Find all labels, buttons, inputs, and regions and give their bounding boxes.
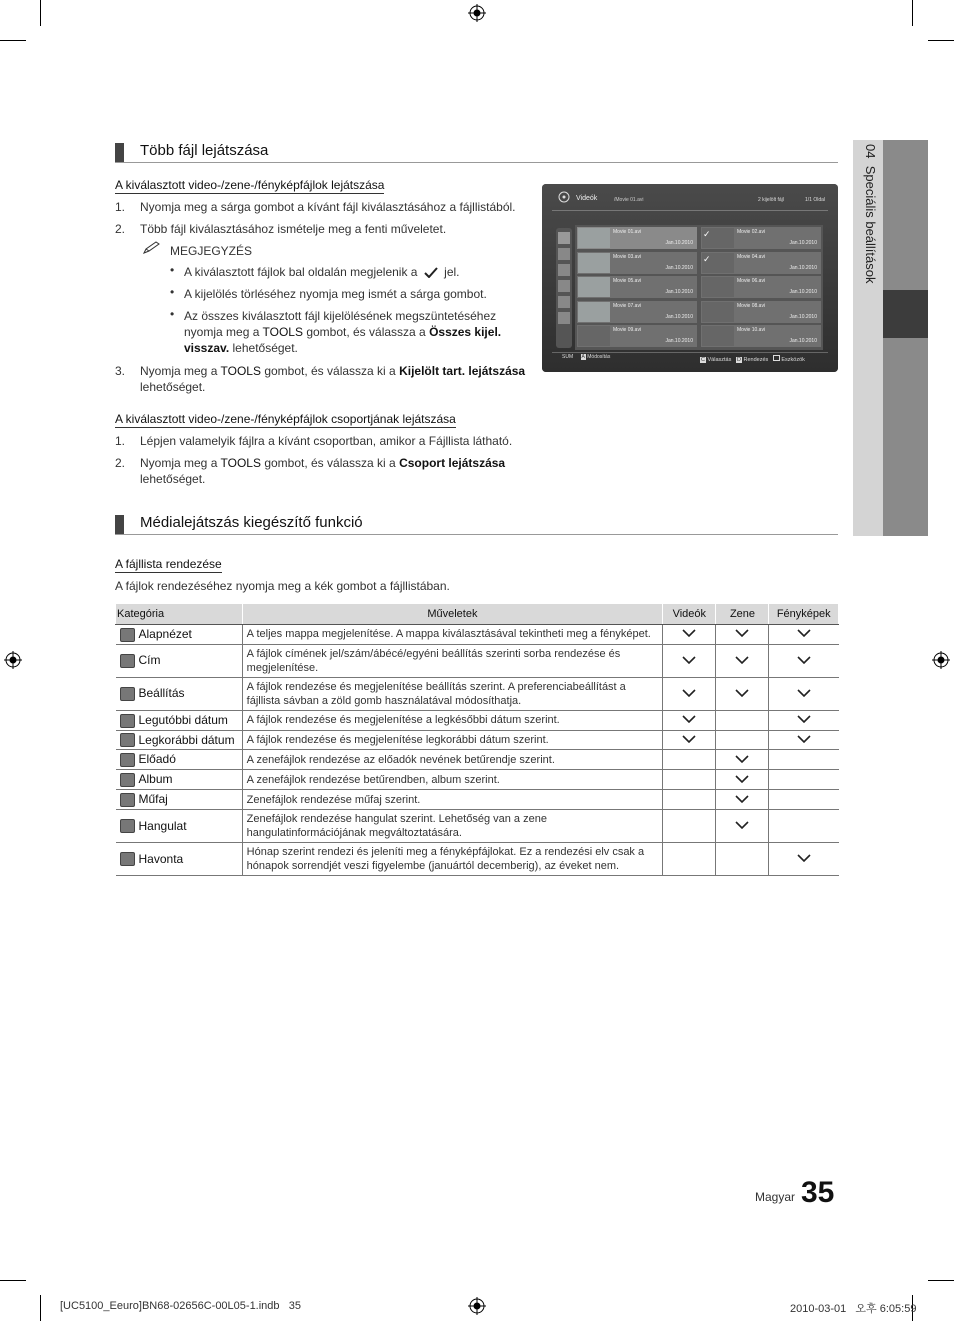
support-cell <box>663 710 716 730</box>
print-file-info: [UC5100_Eeuro]BN68-02656C-00L05-1.indb 35 <box>60 1300 301 1312</box>
section-title: Több fájl lejátszása <box>140 142 269 159</box>
category-cell: Beállítás <box>116 677 243 710</box>
check-icon <box>797 854 811 862</box>
tv-screen-illustration <box>542 184 838 372</box>
support-cell <box>663 625 716 645</box>
tv-file-name: Movie 01.avi <box>613 229 642 235</box>
category-icon <box>120 852 135 866</box>
table-row <box>116 730 839 750</box>
check-icon <box>797 656 811 664</box>
registration-mark-icon <box>468 1297 486 1315</box>
check-icon <box>682 715 696 723</box>
support-cell <box>663 730 716 750</box>
tv-file-grid <box>575 225 823 350</box>
tv-file-item <box>577 252 697 274</box>
category-icon <box>120 687 135 701</box>
tv-file-name: Movie 10.avi <box>737 327 766 333</box>
tv-title: Videók <box>576 195 598 202</box>
tv-file-date: Jan.10.2010 <box>789 264 817 271</box>
step-text: Nyomja meg a sárga gombot a kívánt fájl kiválasztásához a fájllistából. <box>140 200 516 214</box>
category-icon <box>120 733 135 747</box>
page-number: 35 <box>801 1176 835 1209</box>
table-row <box>116 644 839 677</box>
support-cell <box>716 790 769 810</box>
category-icon <box>120 753 135 767</box>
step-text: Nyomja meg a TOOLS gombot, és válassza ki a Kijelölt tart. lejátszása lehetőséget. <box>140 364 526 394</box>
table-header: Zene <box>716 604 769 625</box>
step-number: 3. <box>115 364 126 378</box>
support-cell <box>716 809 769 842</box>
tv-file-item <box>701 276 821 298</box>
category-icon <box>120 628 135 642</box>
tv-file-name: Movie 09.avi <box>613 327 642 333</box>
description-cell: Hónap szerint rendezi és jeleníti meg a fényképfájlokat. Ez a rendezési elv csak a hónapok sorrendjét veszi figyelembe (januártól decemberig), az éveket nem. <box>242 842 662 875</box>
tv-footer-right: C Választás D Rendezés Eszközök <box>701 357 805 363</box>
tv-file-date: Jan.10.2010 <box>789 289 817 295</box>
chapter-title: Speciális beállítások <box>863 165 878 284</box>
table-row <box>116 677 839 710</box>
tv-file-item <box>701 301 821 323</box>
support-cell <box>663 644 716 677</box>
category-cell: Műfaj <box>116 790 243 810</box>
tv-file-item <box>701 325 821 347</box>
crop-mark <box>40 1295 41 1321</box>
tv-file-name: Movie 03.avi <box>613 253 642 260</box>
table-row <box>116 770 839 790</box>
description-cell: A fájlok címének jel/szám/ábécé/egyéni beállítás szerinti sorba rendezése és megjelenítése. <box>242 644 662 677</box>
support-cell <box>769 730 839 750</box>
crop-mark <box>0 40 26 41</box>
tv-file-date: Jan.10.2010 <box>665 313 693 320</box>
support-cell <box>716 677 769 710</box>
description-cell: A teljes mappa megjelenítése. A mappa kiválasztásával tekintheti meg a fényképet. <box>242 625 662 645</box>
category-icon <box>120 819 135 833</box>
tv-file-item <box>577 276 697 298</box>
category-cell: Alapnézet <box>116 625 243 645</box>
support-cell <box>663 790 716 810</box>
table-header: Fényképek <box>769 604 839 625</box>
tv-file-date: Jan.10.2010 <box>665 264 693 271</box>
support-cell <box>716 770 769 790</box>
category-cell: Cím <box>116 644 243 677</box>
tv-file-date: Jan.10.2010 <box>665 240 693 246</box>
support-cell <box>769 770 839 790</box>
category-cell: Előadó <box>116 750 243 770</box>
check-icon <box>682 689 696 697</box>
check-icon <box>797 735 811 743</box>
support-cell <box>769 625 839 645</box>
print-date: 2010-03-01 오후 6:05:59 <box>790 1303 917 1315</box>
category-cell: Album <box>116 770 243 790</box>
description-cell: Zenefájlok rendezése műfaj szerint. <box>242 790 662 810</box>
registration-mark-icon <box>4 651 22 669</box>
subheading: A fájllista rendezése <box>115 557 222 571</box>
tv-file-name: Movie 02.avi <box>737 229 766 235</box>
table-row <box>116 625 839 645</box>
crop-mark <box>928 40 954 41</box>
check-icon <box>735 656 749 664</box>
category-icon <box>120 793 135 807</box>
tv-file-item <box>577 325 697 347</box>
category-cell: Legutóbbi dátum <box>116 710 243 730</box>
support-cell <box>663 750 716 770</box>
description-cell: A fájlok rendezése és megjelenítése legkorábbi dátum szerint. <box>242 730 662 750</box>
table-header: Műveletek <box>242 604 662 625</box>
tv-file-name: Movie 08.avi <box>737 302 766 309</box>
videos-icon <box>558 191 570 203</box>
category-cell: Hangulat <box>116 809 243 842</box>
sort-table <box>115 603 839 876</box>
section-heading <box>115 142 838 163</box>
description-cell: Zenefájlok rendezése hangulat szerint. Lehetőség van a zene hangulatinformációjának megváltoztatására. <box>242 809 662 842</box>
table-header: Videók <box>663 604 716 625</box>
step-number: 2. <box>115 456 126 470</box>
step-text: Nyomja meg a TOOLS gombot, és válassza ki a Csoport lejátszása lehetőséget. <box>140 456 506 486</box>
check-icon <box>735 775 749 783</box>
check-icon <box>735 755 749 763</box>
support-cell <box>769 750 839 770</box>
support-cell <box>769 677 839 710</box>
tv-file-item <box>701 252 821 274</box>
check-icon <box>735 689 749 697</box>
intro-text: A fájlok rendezéséhez nyomja meg a kék gombot a fájllistában. <box>115 579 450 593</box>
tv-check-icon: ✓ <box>703 229 711 239</box>
table-row <box>116 809 839 842</box>
tv-file-name: Movie 05.avi <box>613 278 642 284</box>
check-icon <box>682 629 696 637</box>
check-icon <box>682 735 696 743</box>
support-cell <box>663 677 716 710</box>
tv-file-date: Jan.10.2010 <box>789 240 817 246</box>
support-cell <box>769 790 839 810</box>
bullet-icon: • <box>170 263 175 277</box>
chapter-sidebar <box>853 140 928 536</box>
support-cell <box>663 842 716 875</box>
support-cell <box>663 809 716 842</box>
tv-footer: SUM A Módosítás <box>562 354 611 360</box>
table-row <box>116 790 839 810</box>
step-number: 2. <box>115 222 126 236</box>
step-text: Több fájl kiválasztásához ismételje meg a fenti műveletet. <box>140 222 447 236</box>
tv-file-name: Movie 07.avi <box>613 302 642 309</box>
tv-check-icon: ✓ <box>703 253 711 264</box>
crop-mark <box>912 0 913 26</box>
table-row <box>116 842 839 875</box>
category-cell: Havonta <box>116 842 243 875</box>
registration-mark-icon <box>932 651 950 669</box>
tv-selected-count: 2 kijelölt fájl <box>758 197 784 203</box>
tv-file-date: Jan.10.2010 <box>789 338 817 344</box>
tv-file-item <box>701 227 821 249</box>
check-icon <box>735 821 749 829</box>
description-cell: A fájlok rendezése és megjelenítése a legkésőbbi dátum szerint. <box>242 710 662 730</box>
tv-file-item <box>577 301 697 323</box>
language-label: Magyar <box>755 1190 796 1204</box>
tv-path: /Movie 01.avi <box>614 197 644 203</box>
category-icon <box>120 654 135 668</box>
tv-file-name: Movie 06.avi <box>737 278 766 284</box>
subheading: A kiválasztott video-/zene-/fényképfájlok csoportjának lejátszása <box>115 412 456 426</box>
support-cell <box>716 644 769 677</box>
description-cell: A fájlok rendezése és megjelenítése beállítás szerint. A preferenciabeállítást a fájllista sávban a zöld gomb használatával módosíthatja. <box>242 677 662 710</box>
support-cell <box>769 809 839 842</box>
check-icon <box>797 629 811 637</box>
check-icon <box>797 689 811 697</box>
table-header: Kategória <box>116 604 243 625</box>
support-cell <box>769 710 839 730</box>
section-heading <box>115 514 838 535</box>
section-title: Médialejátszás kiegészítő funkció <box>140 514 363 531</box>
crop-mark <box>928 1280 954 1281</box>
description-cell: A zenefájlok rendezése az előadók nevének betűrendje szerint. <box>242 750 662 770</box>
category-icon <box>120 773 135 787</box>
support-cell <box>716 625 769 645</box>
tv-category-bar <box>556 228 572 348</box>
note-bullet: A kiválasztott fájlok bal oldalán megjelenik a jel. <box>184 265 460 279</box>
support-cell <box>769 644 839 677</box>
checkmark-icon <box>424 267 438 278</box>
support-cell <box>716 730 769 750</box>
chapter-number: 04 <box>863 144 878 159</box>
tv-file-date: Jan.10.2010 <box>665 338 693 344</box>
tv-file-date: Jan.10.2010 <box>789 313 817 320</box>
category-icon <box>120 714 135 728</box>
step-number: 1. <box>115 434 126 448</box>
note-label: MEGJEGYZÉS <box>170 244 253 258</box>
tv-page: 1/1 Oldal <box>805 197 826 203</box>
step-number: 1. <box>115 200 126 214</box>
table-row <box>116 710 839 730</box>
table-row <box>116 750 839 770</box>
category-cell: Legkorábbi dátum <box>116 730 243 750</box>
note-pencil-icon <box>142 241 162 255</box>
tv-file-name: Movie 04.avi <box>737 253 766 260</box>
support-cell <box>716 750 769 770</box>
crop-mark <box>0 1280 26 1281</box>
support-cell <box>769 842 839 875</box>
check-icon <box>797 715 811 723</box>
tv-file-date: Jan.10.2010 <box>665 289 693 295</box>
support-cell <box>716 842 769 875</box>
registration-mark-icon <box>468 4 486 22</box>
bullet-icon: • <box>170 285 175 299</box>
check-icon <box>682 656 696 664</box>
support-cell <box>663 770 716 790</box>
tv-file-item <box>577 227 697 249</box>
step-text: Lépjen valamelyik fájlra a kívánt csoportban, amikor a Fájllista látható. <box>140 434 513 448</box>
description-cell: A zenefájlok rendezése betűrendben, album szerint. <box>242 770 662 790</box>
subheading: A kiválasztott video-/zene-/fényképfájlok lejátszása <box>115 178 385 192</box>
crop-mark <box>40 0 41 26</box>
check-icon <box>735 795 749 803</box>
support-cell <box>716 710 769 730</box>
bullet-icon: • <box>170 307 175 321</box>
note-bullet: A kijelölés törléséhez nyomja meg ismét a sárga gombot. <box>184 287 487 301</box>
check-icon <box>735 629 749 637</box>
note-bullet: Az összes kiválasztott fájl kijelölésének megszüntetéséhez nyomja meg a TOOLS gombot, és válassza a Összes kijel. visszav. lehetőséget. <box>184 309 502 355</box>
